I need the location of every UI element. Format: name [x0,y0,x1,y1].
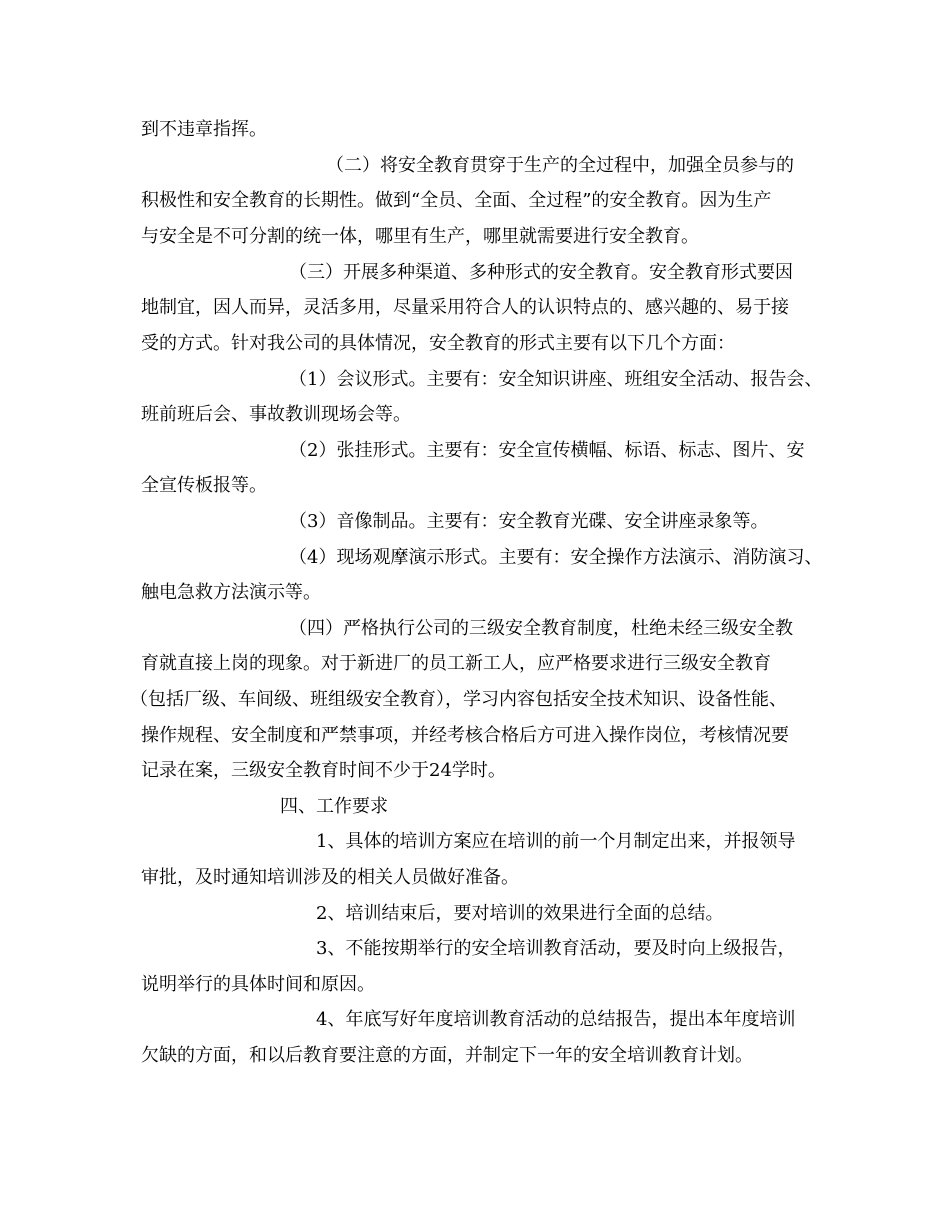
text-line: （包括厂级、车间级、班组级安全教育），学习内容包括安全技术知识、设备性能、 [130,689,787,710]
text-line: 记录在案，三级安全教育时间不少于24学时。 [141,760,506,781]
list-item-4: （4）现场观摩演示形式。主要有：安全操作方法演示、消防演习、 [289,547,823,568]
text-line: 全宣传板报等。 [141,475,267,496]
text-line: 到不违章指挥。 [141,119,267,140]
list-item-2: （2）张挂形式。主要有：安全宣传横幅、标语、标志、图片、安 [289,440,805,461]
requirement-item-3: 3、不能按期举行的安全培训教育活动，要及时向上级报告， [316,938,796,959]
section-title-work-requirements: 四、工作要求 [280,796,388,817]
section-heading-3: （三）开展多种渠道、多种形式的安全教育。安全教育形式要因 [289,262,793,283]
text-line: 审批，及时通知培训涉及的相关人员做好准备。 [141,867,519,888]
section-heading-4: （四）严格执行公司的三级安全教育制度，杜绝未经三级安全教 [289,618,793,639]
text-line: 积极性和安全教育的长期性。做到“全员、全面、全过程”的安全教育。因为生产 [141,190,772,211]
text-line: 育就直接上岗的现象。对于新进厂的员工新工人，应严格要求进行三级安全教育 [141,653,771,674]
text-line: 班前班后会、事故教训现场会等。 [141,404,411,425]
list-item-1: （1）会议形式。主要有：安全知识讲座、班组安全活动、报告会、 [289,369,823,390]
text-line: 说明举行的具体时间和原因。 [141,974,375,995]
text-line: 欠缺的方面，和以后教育要注意的方面，并制定下一年的安全培训教育计划。 [141,1045,753,1066]
text-line: 受的方式。针对我公司的具体情况，安全教育的形式主要有以下几个方面： [141,333,735,354]
text-line: 操作规程、安全制度和严禁事项，并经考核合格后方可进入操作岗位，考核情况要 [141,725,789,746]
requirement-item-4: 4、年底写好年度培训教育活动的总结报告，提出本年度培训 [316,1009,796,1030]
text-line: 与安全是不可分割的统一体，哪里有生产，哪里就需要进行安全教育。 [141,226,699,247]
list-item-3: （3）音像制品。主要有：安全教育光碟、安全讲座录象等。 [289,511,769,532]
requirement-item-2: 2、培训结束后，要对培训的效果进行全面的总结。 [316,903,724,924]
text-line: 地制宜，因人而异，灵活多用，尽量采用符合人的认识特点的、感兴趣的、易于接 [141,297,789,318]
requirement-item-1: 1、具体的培训方案应在培训的前一个月制定出来，并报领导 [316,831,796,852]
text-line: 触电急救方法演示等。 [141,582,321,603]
section-heading-2: （二）将安全教育贯穿于生产的全过程中，加强全员参与的 [326,155,794,176]
